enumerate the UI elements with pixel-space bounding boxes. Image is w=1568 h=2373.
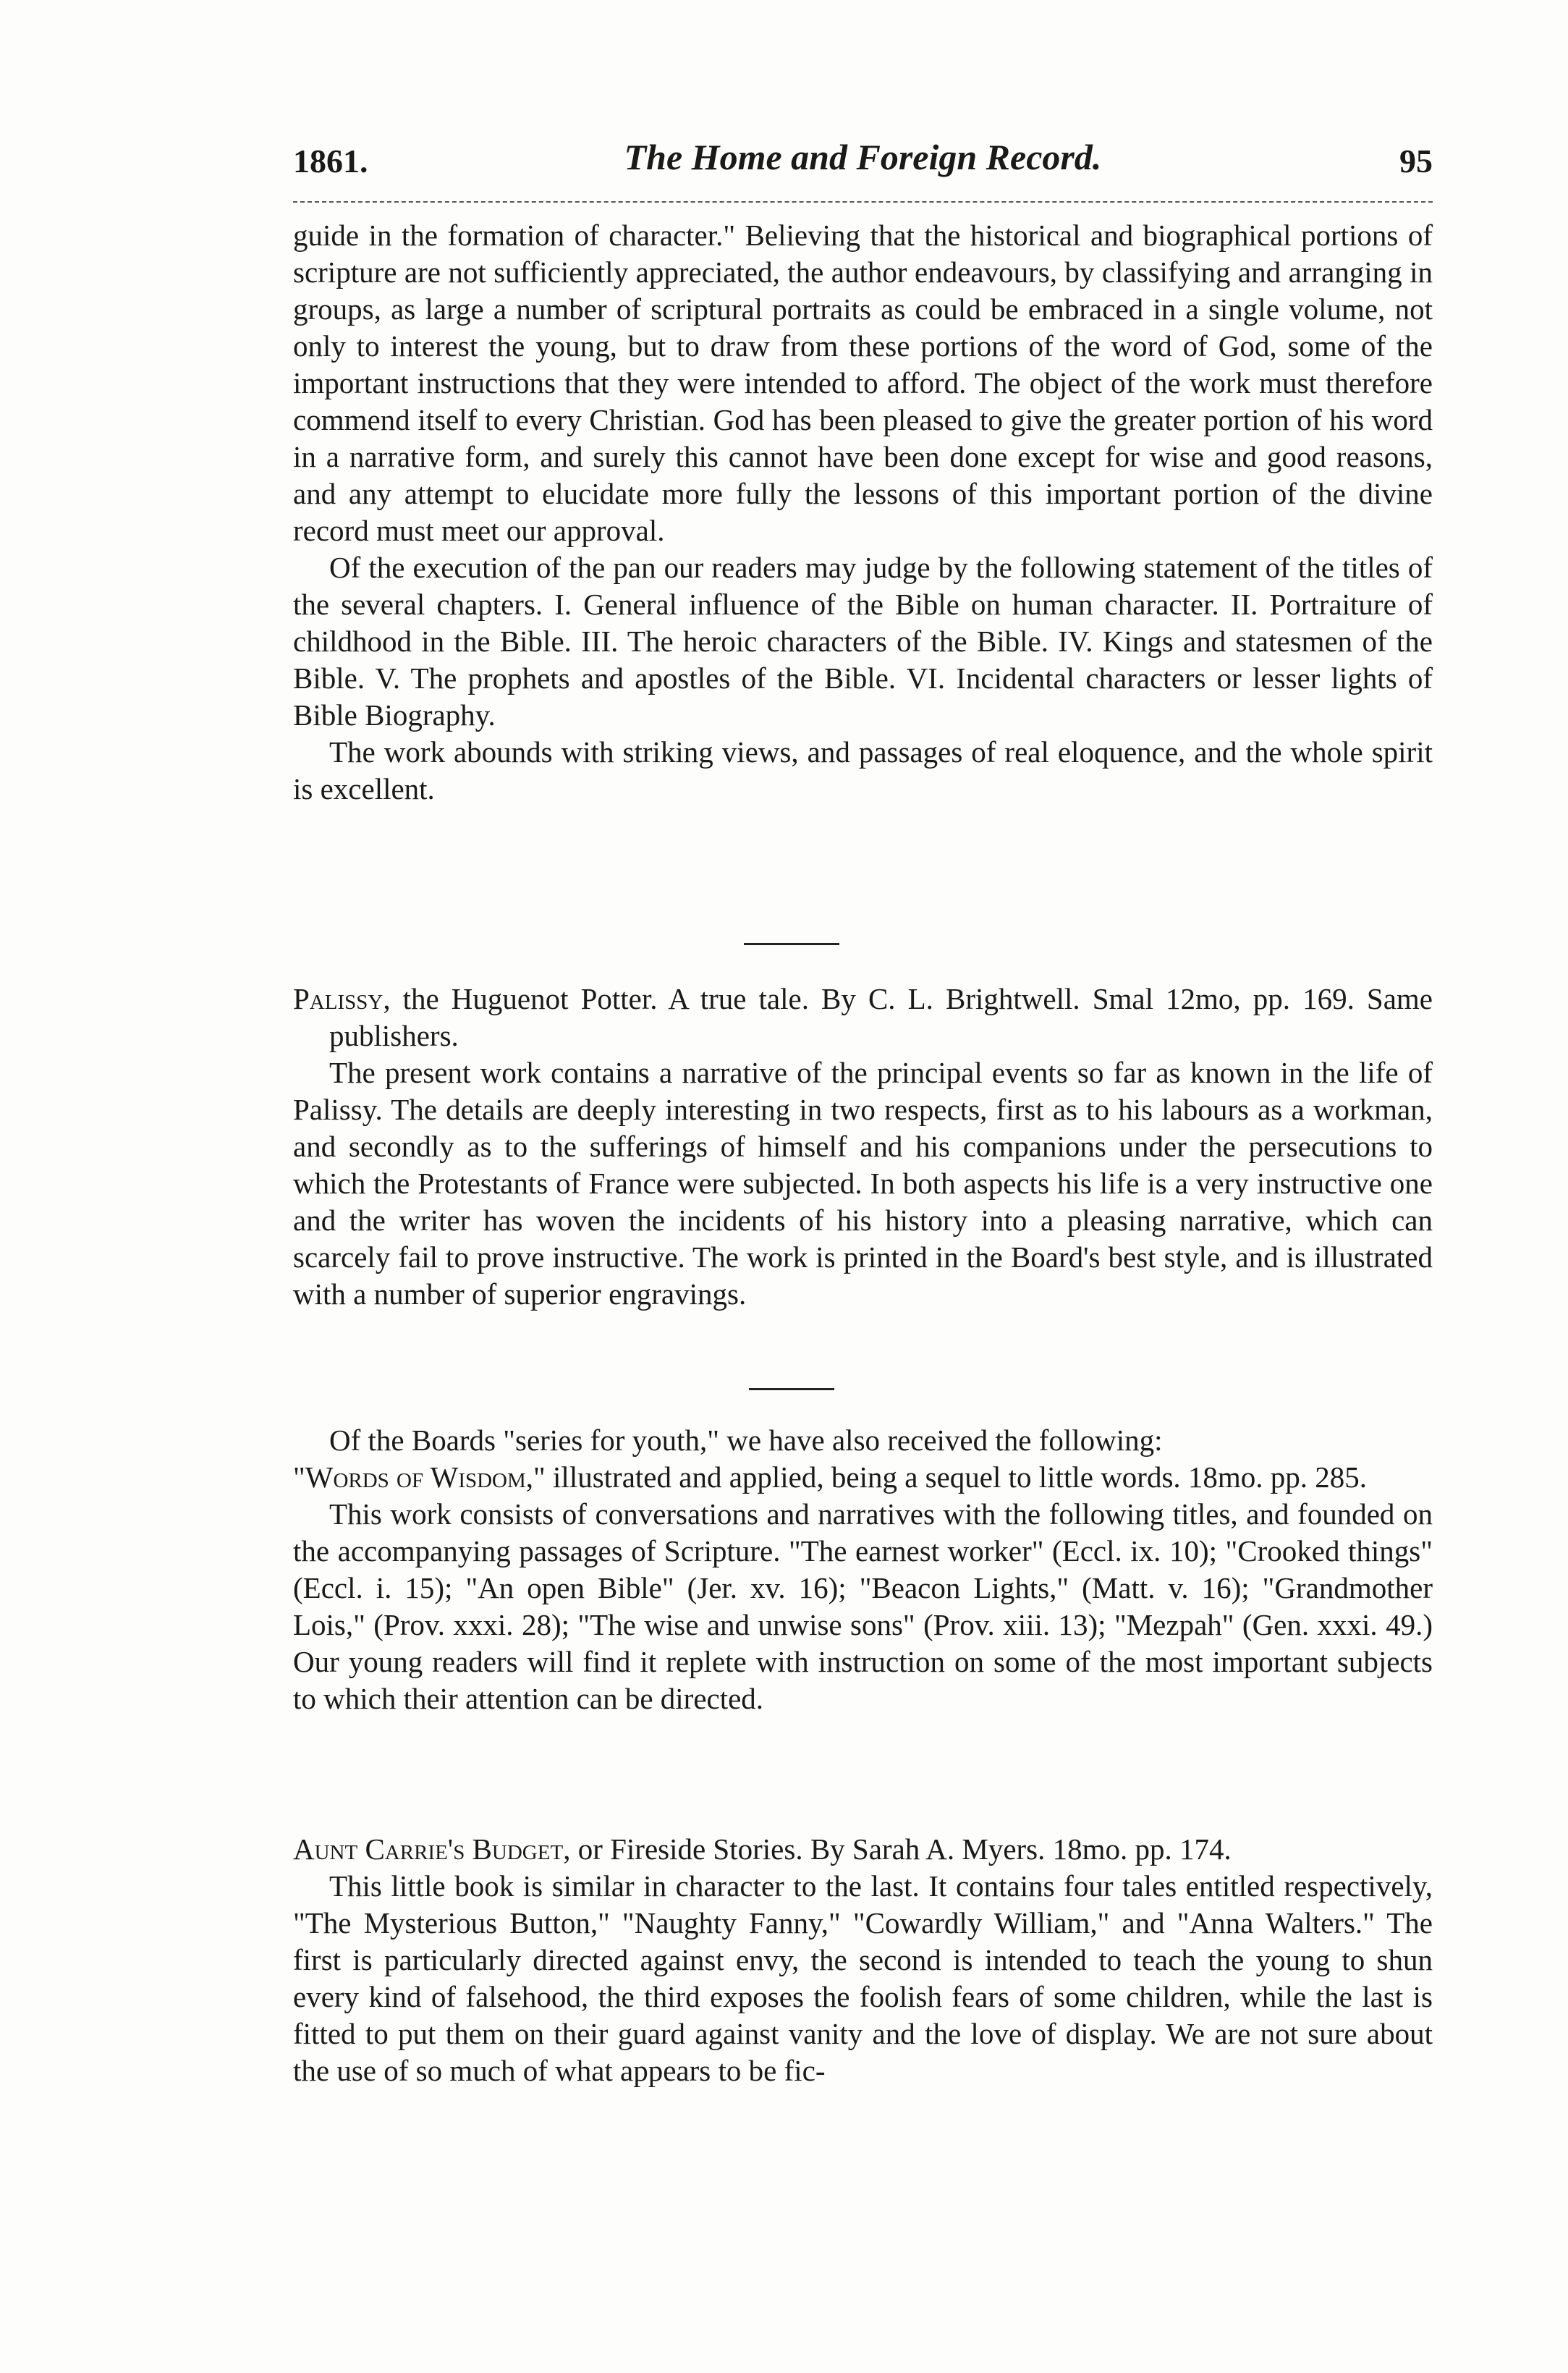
header-year: 1861. (293, 143, 368, 179)
section-separator (749, 1388, 834, 1390)
paragraph: The present work contains a narrative of the principal events so far as known in the life of Palissy. The details are deeply interesting in two respects, first as to his labours as a workman, and secondly as to the sufferings of himself and his companions under the persecutions to which the Protestants of France were subjected. In both aspects his life is a very instructive one and the writer has woven the incidents of his history into a pleasing narrative, which can scarcely fail to prove instructive. The work is printed in the Board's best style, and is illustrated with a number of superior engravings. (293, 1056, 1433, 1311)
quote-mark: " (293, 1460, 305, 1494)
header-rule (293, 201, 1433, 203)
paragraph: The work abounds with striking views, and passages of real eloquence, and the whole spirit is excellent. (293, 735, 1433, 805)
review-words-of-wisdom (293, 1422, 1433, 1717)
review-palissy (293, 981, 1433, 1313)
review-aunt-carries-budget (293, 1831, 1433, 2089)
book-entry (293, 1831, 1433, 1868)
book-title: Aunt Carrie's Budget (293, 1832, 564, 1866)
running-header (293, 136, 1433, 194)
paragraph: This little book is similar in character to the last. It contains four tales entitled respectively, "The Mysterious Button," "Naughty Fanny," "Cowardly William," and "Anna Walters." The first is particularly directed against envy, the second is intended to teach the young to shun every kind of falsehood, the third exposes the foolish fears of some children, while the last is fitted to put them on their guard against vanity and the love of display. We are not sure about the use of so much of what appears to be fic- (293, 1869, 1433, 2087)
book-entry (293, 981, 1433, 1054)
book-details: , or Fireside Stories. By Sarah A. Myers. 18mo. pp. 174. (563, 1832, 1232, 1866)
paragraph: Of the execution of the pan our readers may judge by the following statement of the titles of the several chapters. I. General influence of the Bible on human character. II. Portraiture of childhood in the Bible. III. The heroic characters of the Bible. IV. Kings and statesmen of the Bible. V. The prophets and apostles of the Bible. VI. Incidental characters or lesser lights of Bible Biography. (293, 551, 1433, 732)
book-title: Palissy (293, 982, 383, 1015)
review-continuation (293, 217, 1433, 808)
section-separator (744, 943, 839, 945)
paragraph: This work consists of conversations and narratives with the following titles, and founded on the accompanying passages of Scripture. "The earnest worker" (Eccl. ix. 10); "Crooked things" (Eccl. i. 15); "An open Bible" (Jer. xv. 16); "Beacon Lights," (Matt. v. 16); "Grandmother Lois," (Prov. xxxi. 28); "The wise and unwise sons" (Prov. xiii. 13); "Mezpah" (Gen. xxxi. 49.) Our young readers will find it replete with instruction on some of the most important subjects to which their attention can be directed. (293, 1497, 1433, 1715)
book-details: ," illustrated and applied, being a sequel to little words. 18mo. pp. 285. (525, 1460, 1368, 1494)
paragraph: Of the Boards "series for youth," we have also received the following: (329, 1424, 1163, 1457)
paragraph: guide in the formation of character." Believing that the historical and biographical portions of scripture are not sufficiently appreciated, the author endeavours, by classifying and arranging in groups, as large a number of scriptural portraits as could be embraced in a single volume, not only to interest the young, but to draw from these portions of the word of God, some of the important instructions that they were intended to afford. The object of the work must therefore commend itself to every Christian. God has been pleased to give the greater portion of his word in a narrative form, and surely this cannot have been done except for wise and good reasons, and any attempt to elucidate more fully the lessons of this important portion of the divine record must meet our approval. (293, 219, 1433, 547)
book-details: , the Huguenot Potter. A true tale. By C. L. Brightwell. Smal 12mo, pp. 169. Same publishers. (329, 982, 1433, 1052)
book-entry (293, 1459, 1433, 1496)
book-title: Words of Wisdom (305, 1460, 526, 1494)
page-number: 95 (1399, 143, 1433, 179)
header-title: The Home and Foreign Record. (624, 137, 1102, 177)
